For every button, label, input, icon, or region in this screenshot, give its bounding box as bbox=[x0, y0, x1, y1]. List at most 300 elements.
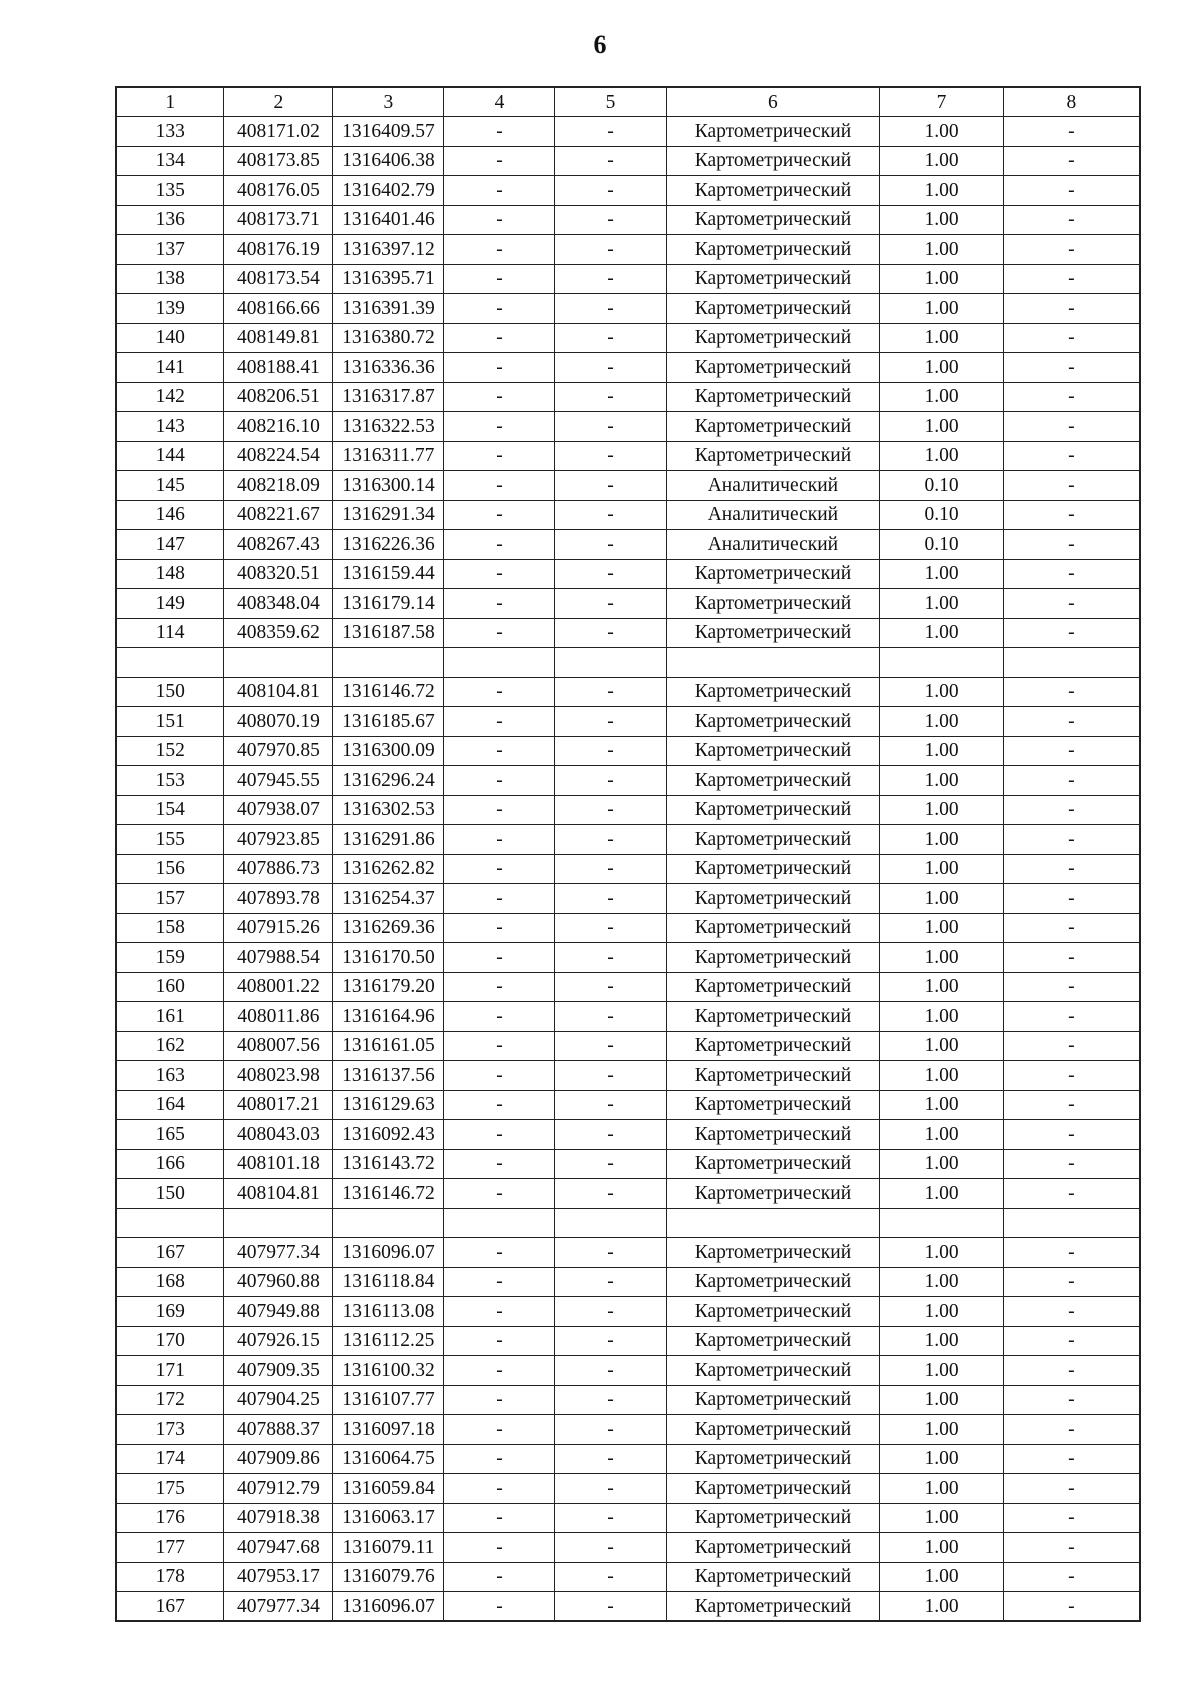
table-cell: 1316187.58 bbox=[333, 618, 444, 648]
table-cell: - bbox=[555, 677, 666, 707]
table-cell: - bbox=[555, 412, 666, 442]
table-cell: 1.00 bbox=[880, 1061, 1003, 1091]
table-cell: Картометрический bbox=[666, 825, 880, 855]
table-cell: - bbox=[444, 117, 555, 147]
table-cell: 1316291.34 bbox=[333, 500, 444, 530]
table-cell: 407977.34 bbox=[224, 1592, 333, 1622]
table-row bbox=[116, 1238, 1140, 1268]
table-cell: Картометрический bbox=[666, 441, 880, 471]
table-cell: - bbox=[555, 1120, 666, 1150]
table-cell: - bbox=[444, 176, 555, 206]
table-cell: 171 bbox=[116, 1356, 224, 1386]
table-cell: 155 bbox=[116, 825, 224, 855]
table-cell: 1316113.08 bbox=[333, 1297, 444, 1327]
table-cell: - bbox=[555, 323, 666, 353]
table-cell: - bbox=[555, 1238, 666, 1268]
table-cell: - bbox=[555, 1002, 666, 1032]
table-cell: 1316146.72 bbox=[333, 677, 444, 707]
table-cell bbox=[555, 1208, 666, 1238]
table-row bbox=[116, 559, 1140, 589]
table-cell: - bbox=[555, 1444, 666, 1474]
table-row bbox=[116, 1592, 1140, 1622]
table-cell bbox=[1003, 1208, 1140, 1238]
table-cell: 135 bbox=[116, 176, 224, 206]
table-cell: 114 bbox=[116, 618, 224, 648]
table-cell: - bbox=[1003, 1356, 1140, 1386]
table-cell: - bbox=[444, 972, 555, 1002]
table-row bbox=[116, 1297, 1140, 1327]
table-cell: - bbox=[555, 1297, 666, 1327]
table-cell: - bbox=[444, 1326, 555, 1356]
table-cell: - bbox=[1003, 618, 1140, 648]
table-cell: 407947.68 bbox=[224, 1533, 333, 1563]
table-cell: - bbox=[555, 884, 666, 914]
table-cell: Картометрический bbox=[666, 146, 880, 176]
table-cell: - bbox=[555, 1356, 666, 1386]
table-row bbox=[116, 176, 1140, 206]
table-cell: - bbox=[555, 235, 666, 265]
table-cell: 1316391.39 bbox=[333, 294, 444, 324]
table-cell: 1.00 bbox=[880, 1002, 1003, 1032]
table-cell: Картометрический bbox=[666, 264, 880, 294]
table-cell: 1.00 bbox=[880, 1238, 1003, 1268]
table-cell: - bbox=[444, 471, 555, 501]
table-row bbox=[116, 1120, 1140, 1150]
table-row bbox=[116, 264, 1140, 294]
table-cell: 408104.81 bbox=[224, 1179, 333, 1209]
table-cell bbox=[224, 648, 333, 678]
table-cell: - bbox=[444, 323, 555, 353]
table-cell: 408176.19 bbox=[224, 235, 333, 265]
table-cell: - bbox=[444, 913, 555, 943]
table-cell: 1.00 bbox=[880, 1474, 1003, 1504]
table-cell: 1316079.76 bbox=[333, 1562, 444, 1592]
table-cell: - bbox=[555, 1179, 666, 1209]
table-cell: 407912.79 bbox=[224, 1474, 333, 1504]
table-row bbox=[116, 1385, 1140, 1415]
table-cell: 164 bbox=[116, 1090, 224, 1120]
table-cell: - bbox=[444, 146, 555, 176]
table-cell: 1316129.63 bbox=[333, 1090, 444, 1120]
table-row bbox=[116, 766, 1140, 796]
table-row bbox=[116, 1149, 1140, 1179]
table-cell: - bbox=[1003, 1061, 1140, 1091]
table-cell: - bbox=[555, 1061, 666, 1091]
table-cell: - bbox=[1003, 1562, 1140, 1592]
table-cell: Картометрический bbox=[666, 1503, 880, 1533]
table-cell: 1.00 bbox=[880, 1503, 1003, 1533]
table-row bbox=[116, 412, 1140, 442]
table-cell: 167 bbox=[116, 1592, 224, 1622]
table-cell: 1.00 bbox=[880, 1415, 1003, 1445]
table-cell: Картометрический bbox=[666, 1031, 880, 1061]
table-cell: 176 bbox=[116, 1503, 224, 1533]
table-cell: Картометрический bbox=[666, 736, 880, 766]
header-cell: 6 bbox=[666, 87, 880, 117]
table-row bbox=[116, 500, 1140, 530]
table-cell: Картометрический bbox=[666, 707, 880, 737]
table-cell: 153 bbox=[116, 766, 224, 796]
table-cell: - bbox=[555, 264, 666, 294]
table-cell: Картометрический bbox=[666, 795, 880, 825]
table-row bbox=[116, 294, 1140, 324]
table-cell: 146 bbox=[116, 500, 224, 530]
header-cell: 5 bbox=[555, 87, 666, 117]
table-cell: - bbox=[444, 1592, 555, 1622]
table-cell: 178 bbox=[116, 1562, 224, 1592]
table-cell: 173 bbox=[116, 1415, 224, 1445]
table-cell: - bbox=[1003, 1238, 1140, 1268]
table-cell bbox=[666, 648, 880, 678]
table-cell: 1.00 bbox=[880, 235, 1003, 265]
table-cell: 1316079.11 bbox=[333, 1533, 444, 1563]
table-cell: - bbox=[555, 1562, 666, 1592]
table-cell: 175 bbox=[116, 1474, 224, 1504]
table-cell: - bbox=[1003, 323, 1140, 353]
table-cell: Картометрический bbox=[666, 913, 880, 943]
table-cell: 167 bbox=[116, 1238, 224, 1268]
table-cell: - bbox=[444, 854, 555, 884]
table-cell: Картометрический bbox=[666, 1326, 880, 1356]
header-cell: 3 bbox=[333, 87, 444, 117]
table-cell: - bbox=[444, 1356, 555, 1386]
table-row bbox=[116, 1090, 1140, 1120]
table-cell: 407960.88 bbox=[224, 1267, 333, 1297]
table-cell: - bbox=[555, 1149, 666, 1179]
table-cell: 1.00 bbox=[880, 972, 1003, 1002]
table-cell: - bbox=[555, 825, 666, 855]
table-cell: - bbox=[555, 736, 666, 766]
table-cell: 407988.54 bbox=[224, 943, 333, 973]
table-cell: - bbox=[1003, 117, 1140, 147]
table-cell: Картометрический bbox=[666, 1061, 880, 1091]
table-row bbox=[116, 205, 1140, 235]
table-cell: 139 bbox=[116, 294, 224, 324]
table-cell: 408216.10 bbox=[224, 412, 333, 442]
table-cell bbox=[333, 1208, 444, 1238]
table-cell: - bbox=[444, 589, 555, 619]
table-cell: 141 bbox=[116, 353, 224, 383]
table-cell: 1.00 bbox=[880, 943, 1003, 973]
header-cell: 8 bbox=[1003, 87, 1140, 117]
table-row bbox=[116, 530, 1140, 560]
table-cell: - bbox=[555, 1503, 666, 1533]
table-cell: - bbox=[444, 766, 555, 796]
table-cell: 408017.21 bbox=[224, 1090, 333, 1120]
table-cell: - bbox=[1003, 1592, 1140, 1622]
table-cell: 408149.81 bbox=[224, 323, 333, 353]
table-cell: 407893.78 bbox=[224, 884, 333, 914]
table-cell: 1.00 bbox=[880, 736, 1003, 766]
table-cell: 407886.73 bbox=[224, 854, 333, 884]
table-cell: - bbox=[555, 205, 666, 235]
table-row bbox=[116, 1503, 1140, 1533]
table-row bbox=[116, 382, 1140, 412]
table-cell: 157 bbox=[116, 884, 224, 914]
table-cell: 1.00 bbox=[880, 1090, 1003, 1120]
table-cell: 1.00 bbox=[880, 1444, 1003, 1474]
table-cell: Картометрический bbox=[666, 1297, 880, 1327]
table-cell: 408218.09 bbox=[224, 471, 333, 501]
table-cell: - bbox=[1003, 146, 1140, 176]
table-cell: - bbox=[444, 235, 555, 265]
table-cell: 151 bbox=[116, 707, 224, 737]
table-cell: Картометрический bbox=[666, 1444, 880, 1474]
table-cell: 1.00 bbox=[880, 795, 1003, 825]
table-cell: - bbox=[1003, 795, 1140, 825]
table-cell: Картометрический bbox=[666, 1002, 880, 1032]
table-cell: 1.00 bbox=[880, 146, 1003, 176]
table-row bbox=[116, 1356, 1140, 1386]
table-cell: Картометрический bbox=[666, 559, 880, 589]
table-cell: Картометрический bbox=[666, 854, 880, 884]
table-cell: 408173.85 bbox=[224, 146, 333, 176]
table-cell: - bbox=[555, 589, 666, 619]
table-cell: - bbox=[444, 884, 555, 914]
table-cell: 407918.38 bbox=[224, 1503, 333, 1533]
table-cell: 1316137.56 bbox=[333, 1061, 444, 1091]
table-cell: 166 bbox=[116, 1149, 224, 1179]
table-cell: Картометрический bbox=[666, 1592, 880, 1622]
table-cell: 407970.85 bbox=[224, 736, 333, 766]
table-cell: 0.10 bbox=[880, 471, 1003, 501]
table-cell: - bbox=[555, 559, 666, 589]
table-cell: 408221.67 bbox=[224, 500, 333, 530]
table-cell: - bbox=[444, 1297, 555, 1327]
table-cell: 1316159.44 bbox=[333, 559, 444, 589]
table-cell: - bbox=[444, 353, 555, 383]
table-cell: 1316100.32 bbox=[333, 1356, 444, 1386]
table-cell: - bbox=[1003, 1031, 1140, 1061]
table-cell: - bbox=[555, 972, 666, 1002]
table-cell: Картометрический bbox=[666, 1090, 880, 1120]
table-cell: 1316296.24 bbox=[333, 766, 444, 796]
table-cell: - bbox=[1003, 1415, 1140, 1445]
table-cell: 1.00 bbox=[880, 1149, 1003, 1179]
table-cell: - bbox=[555, 294, 666, 324]
table-cell: 1316300.09 bbox=[333, 736, 444, 766]
table-cell: - bbox=[555, 1031, 666, 1061]
table-cell: 162 bbox=[116, 1031, 224, 1061]
table-cell: 1.00 bbox=[880, 176, 1003, 206]
table-row bbox=[116, 323, 1140, 353]
table-cell: 1316179.14 bbox=[333, 589, 444, 619]
table-cell: - bbox=[444, 1120, 555, 1150]
table-cell bbox=[880, 1208, 1003, 1238]
table-cell: 1316064.75 bbox=[333, 1444, 444, 1474]
table-cell: 1.00 bbox=[880, 1385, 1003, 1415]
table-cell: - bbox=[444, 1031, 555, 1061]
table-row bbox=[116, 1061, 1140, 1091]
header-cell: 4 bbox=[444, 87, 555, 117]
table-cell bbox=[1003, 648, 1140, 678]
table-cell: 1316402.79 bbox=[333, 176, 444, 206]
table-cell: - bbox=[444, 412, 555, 442]
table-cell: 408320.51 bbox=[224, 559, 333, 589]
table-cell: - bbox=[555, 1592, 666, 1622]
table-cell: 1316092.43 bbox=[333, 1120, 444, 1150]
table-cell: 1.00 bbox=[880, 382, 1003, 412]
table-cell: 1.00 bbox=[880, 1326, 1003, 1356]
table-cell: 1316300.14 bbox=[333, 471, 444, 501]
separator-row bbox=[116, 648, 1140, 678]
table-cell: - bbox=[1003, 1503, 1140, 1533]
table-cell: 1316380.72 bbox=[333, 323, 444, 353]
table-cell: 137 bbox=[116, 235, 224, 265]
table-cell: - bbox=[444, 1562, 555, 1592]
table-cell: 1.00 bbox=[880, 1562, 1003, 1592]
table-cell: - bbox=[1003, 1474, 1140, 1504]
table-cell: - bbox=[1003, 1326, 1140, 1356]
table-cell: 1.00 bbox=[880, 618, 1003, 648]
table-cell: 143 bbox=[116, 412, 224, 442]
table-row bbox=[116, 1002, 1140, 1032]
table-row bbox=[116, 1533, 1140, 1563]
table-cell: - bbox=[555, 353, 666, 383]
table-cell: - bbox=[1003, 559, 1140, 589]
table-cell: 0.10 bbox=[880, 500, 1003, 530]
table-cell: Картометрический bbox=[666, 1474, 880, 1504]
table-cell: 408176.05 bbox=[224, 176, 333, 206]
table-cell bbox=[224, 1208, 333, 1238]
table-cell: Картометрический bbox=[666, 677, 880, 707]
table-cell: - bbox=[444, 1474, 555, 1504]
table-cell: 150 bbox=[116, 677, 224, 707]
table-cell: 1316302.53 bbox=[333, 795, 444, 825]
table-cell: 407945.55 bbox=[224, 766, 333, 796]
table-cell: - bbox=[1003, 264, 1140, 294]
table-cell: - bbox=[444, 264, 555, 294]
table-cell: 1.00 bbox=[880, 677, 1003, 707]
table-cell: Картометрический bbox=[666, 589, 880, 619]
table-cell: Аналитический bbox=[666, 471, 880, 501]
table-row bbox=[116, 1562, 1140, 1592]
table-cell: - bbox=[555, 1267, 666, 1297]
table-cell: - bbox=[555, 1533, 666, 1563]
table-cell: 408188.41 bbox=[224, 353, 333, 383]
table-row bbox=[116, 235, 1140, 265]
table-row bbox=[116, 1474, 1140, 1504]
table-cell: Картометрический bbox=[666, 205, 880, 235]
table-cell: 144 bbox=[116, 441, 224, 471]
table-cell: 1.00 bbox=[880, 323, 1003, 353]
table-cell: - bbox=[1003, 412, 1140, 442]
table-cell: - bbox=[555, 530, 666, 560]
table-cell: - bbox=[1003, 1267, 1140, 1297]
table-cell: 1316322.53 bbox=[333, 412, 444, 442]
table-cell: 1.00 bbox=[880, 1267, 1003, 1297]
table-cell: 1.00 bbox=[880, 707, 1003, 737]
table-cell: 1316409.57 bbox=[333, 117, 444, 147]
table-cell: - bbox=[1003, 943, 1140, 973]
table-cell: 408171.02 bbox=[224, 117, 333, 147]
table-cell: 1316164.96 bbox=[333, 1002, 444, 1032]
table-cell: - bbox=[555, 1090, 666, 1120]
table-cell: Картометрический bbox=[666, 1415, 880, 1445]
table-cell: 140 bbox=[116, 323, 224, 353]
table-cell: 172 bbox=[116, 1385, 224, 1415]
table-cell: 1316096.07 bbox=[333, 1238, 444, 1268]
table-row bbox=[116, 736, 1140, 766]
table-cell: 407909.86 bbox=[224, 1444, 333, 1474]
table-cell: 1.00 bbox=[880, 353, 1003, 383]
table-cell: 408224.54 bbox=[224, 441, 333, 471]
table-cell: Картометрический bbox=[666, 235, 880, 265]
table-cell: Картометрический bbox=[666, 943, 880, 973]
table-cell: - bbox=[1003, 353, 1140, 383]
table-cell: 142 bbox=[116, 382, 224, 412]
table-cell: 1316317.87 bbox=[333, 382, 444, 412]
table-cell: 1.00 bbox=[880, 264, 1003, 294]
table-cell: Картометрический bbox=[666, 766, 880, 796]
table-cell: 1316143.72 bbox=[333, 1149, 444, 1179]
table-row bbox=[116, 913, 1140, 943]
table-cell bbox=[333, 648, 444, 678]
table-cell: - bbox=[444, 825, 555, 855]
table-cell: 149 bbox=[116, 589, 224, 619]
table-row bbox=[116, 972, 1140, 1002]
table-cell: 1316262.82 bbox=[333, 854, 444, 884]
table-cell: - bbox=[1003, 1120, 1140, 1150]
table-cell: 1.00 bbox=[880, 1297, 1003, 1327]
table-row bbox=[116, 618, 1140, 648]
table-cell: - bbox=[1003, 1002, 1140, 1032]
table-cell: - bbox=[1003, 1533, 1140, 1563]
table-cell: 407909.35 bbox=[224, 1356, 333, 1386]
coordinates-table bbox=[115, 86, 1141, 1622]
table-cell: - bbox=[444, 677, 555, 707]
table-cell: - bbox=[444, 1002, 555, 1032]
table-cell: 407953.17 bbox=[224, 1562, 333, 1592]
table-cell: 1316146.72 bbox=[333, 1179, 444, 1209]
table-cell: Картометрический bbox=[666, 1179, 880, 1209]
table-cell: - bbox=[444, 1267, 555, 1297]
table-cell: - bbox=[555, 117, 666, 147]
table-cell: 177 bbox=[116, 1533, 224, 1563]
table-cell: - bbox=[1003, 707, 1140, 737]
page-number: 6 bbox=[593, 30, 607, 59]
table-cell: 168 bbox=[116, 1267, 224, 1297]
table-cell: 408173.54 bbox=[224, 264, 333, 294]
table-cell: - bbox=[444, 500, 555, 530]
table-cell: - bbox=[444, 1238, 555, 1268]
table-cell bbox=[116, 1208, 224, 1238]
table-cell: - bbox=[444, 1385, 555, 1415]
table-cell: 1.00 bbox=[880, 1533, 1003, 1563]
table-cell: 147 bbox=[116, 530, 224, 560]
table-cell: - bbox=[444, 707, 555, 737]
table-cell: - bbox=[444, 1090, 555, 1120]
table-cell: 408001.22 bbox=[224, 972, 333, 1002]
separator-row bbox=[116, 1208, 1140, 1238]
table-cell: 1316395.71 bbox=[333, 264, 444, 294]
header-row bbox=[116, 87, 1140, 117]
table-cell: - bbox=[444, 559, 555, 589]
table-cell: 408359.62 bbox=[224, 618, 333, 648]
table-cell: 1316096.07 bbox=[333, 1592, 444, 1622]
table-cell: Аналитический bbox=[666, 500, 880, 530]
header-cell: 7 bbox=[880, 87, 1003, 117]
table-cell: 408206.51 bbox=[224, 382, 333, 412]
table-cell: - bbox=[1003, 382, 1140, 412]
table-row bbox=[116, 1444, 1140, 1474]
table-cell: 407949.88 bbox=[224, 1297, 333, 1327]
table-cell: 408070.19 bbox=[224, 707, 333, 737]
table-cell: Картометрический bbox=[666, 1238, 880, 1268]
table-cell: - bbox=[444, 294, 555, 324]
table-cell: 1.00 bbox=[880, 1031, 1003, 1061]
table-cell: 163 bbox=[116, 1061, 224, 1091]
